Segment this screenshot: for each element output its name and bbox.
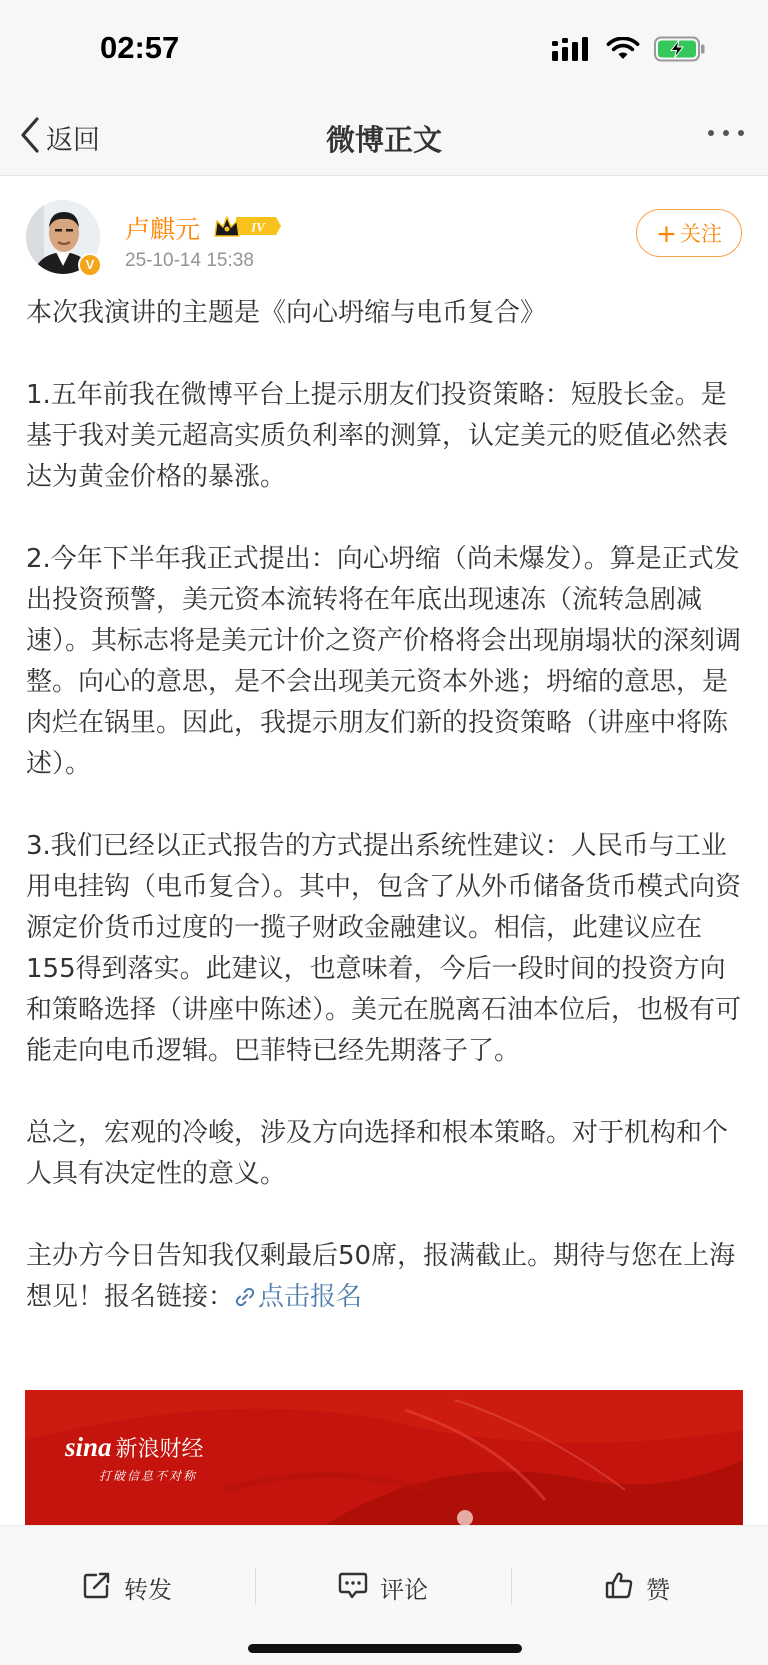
repost-label: 转发	[124, 1575, 172, 1604]
battery-charging-icon	[654, 36, 706, 66]
post-time: 25-10-14 15:38	[125, 250, 254, 271]
comment-icon	[338, 1570, 368, 1604]
plus-icon: +	[656, 218, 677, 248]
post-paragraph: 2.今年下半年我正式提出：向心坍缩（尚未爆发）。算是正式发出投资预警，美元资本流转将在年底出现速冻（流转急剧减速）。其标志将是美元计价之资产价格将会出现崩塌状的深刻调整。向心的意思，是不会出现美元资本外逃；坍缩的意思，是肉烂在锅里。因此，我提示朋友们新的投资策略（讲座中将陈述）。	[26, 544, 742, 779]
like-label: 赞	[646, 1575, 670, 1604]
back-label: 返回	[46, 124, 100, 156]
signup-link[interactable]	[234, 1282, 362, 1312]
divider	[255, 1568, 256, 1604]
author-name[interactable]: 卢麒元	[125, 215, 201, 244]
status-time: 02:57	[100, 30, 180, 65]
thumbs-up-icon	[604, 1570, 634, 1604]
vip-level: IV	[251, 219, 265, 235]
more-dots-icon[interactable]	[708, 124, 744, 142]
verified-badge: V	[78, 253, 102, 277]
signup-link-label: 点击报名	[258, 1282, 363, 1312]
post-image[interactable]	[25, 1390, 743, 1525]
action-bar	[0, 1525, 768, 1665]
post-paragraph-text: 主办方今日告知我仅剩最后50席，报满截止。期待与您在上海想见！报名链接：	[26, 1241, 736, 1312]
sina-finance-logo: sina 新浪财经 打破信息不对称	[65, 1432, 204, 1483]
follow-label: 关注	[679, 222, 722, 246]
divider	[511, 1568, 512, 1604]
home-indicator	[248, 1644, 522, 1653]
post-paragraph: 3.我们已经以正式报告的方式提出系统性建议：人民币与工业用电挂钩（电币复合）。其中，包含了从外币储备货币模式向资源定价货币过度的一揽子财政金融建议。相信，此建议应在155得到落实。此建议，也意味着，今后一段时间的投资方向和策略选择（讲座中陈述）。美元在脱离石油本位后，也极有可能走向电币逻辑。巴菲特已经先期落子了。	[26, 831, 742, 1066]
status-icons	[552, 36, 706, 66]
post-paragraph: 本次我演讲的主题是《向心坍缩与电币复合》	[26, 298, 547, 328]
post-paragraph: 1.五年前我在微博平台上提示朋友们投资策略：短股长金。是基于我对美元超高实质负利率的测算，认定美元的贬值必然表达为黄金价格的暴涨。	[26, 380, 729, 492]
comment-label: 评论	[380, 1575, 428, 1604]
post-content	[26, 293, 746, 1321]
comment-button[interactable]	[338, 1566, 428, 1608]
signal-icon	[552, 37, 592, 65]
follow-button[interactable]	[636, 209, 742, 257]
repost-button[interactable]	[82, 1566, 172, 1608]
post-paragraph-last	[26, 1236, 746, 1321]
author-header	[0, 176, 768, 286]
link-icon	[234, 1280, 256, 1321]
repost-icon	[82, 1570, 112, 1604]
post-paragraph: 总之，宏观的冷峻，涉及方向选择和根本策略。对于机构和个人具有决定性的意义。	[26, 1118, 729, 1189]
nav-bar	[0, 102, 768, 176]
wifi-icon	[606, 37, 640, 65]
status-bar	[0, 0, 768, 102]
vip-badge[interactable]	[212, 212, 284, 244]
like-button[interactable]	[604, 1566, 670, 1608]
page-title: 微博正文	[325, 123, 442, 157]
